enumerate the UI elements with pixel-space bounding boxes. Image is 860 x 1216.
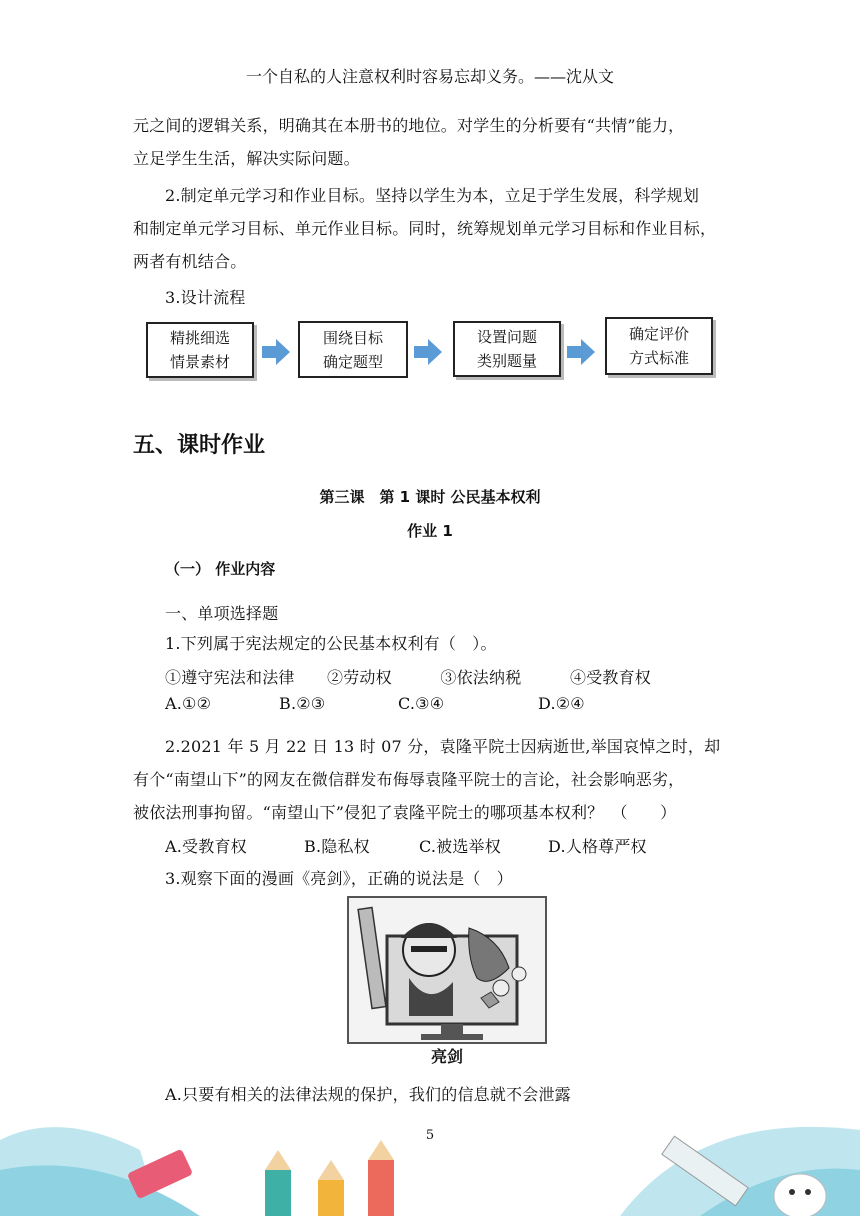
q1-stem: 1.下列属于宪法规定的公民基本权利有（ ）。 — [165, 634, 497, 653]
para2-line1: 2.制定单元学习和作业目标。坚持以学生为本，立足于学生发展，科学规划 — [165, 186, 700, 205]
cartoon-caption: 亮剑 — [430, 1047, 463, 1066]
flow-box-1-line2: 情景素材 — [169, 353, 230, 371]
flow-box-3-line1: 设置问题 — [476, 328, 537, 346]
flow-heading: 3.设计流程 — [165, 288, 246, 307]
header-quote: 一个自私的人注意权利时容易忘却义务。——沈从文 — [245, 67, 614, 86]
q2-line3: 被依法刑事拘留。“南望山下”侵犯了袁隆平院士的哪项基本权利？ （ ） — [133, 803, 677, 822]
flow-box-2-line1: 围绕目标 — [322, 328, 383, 347]
flow-box-2-line2: 确定题型 — [322, 352, 383, 371]
q1-option-a: A.①② — [165, 694, 212, 713]
pencil-icon — [265, 1140, 394, 1216]
cartoon-drawing — [349, 898, 545, 1042]
flow-box-1-line1: 精挑细选 — [169, 329, 230, 347]
flow-box-2 — [298, 321, 408, 378]
para1-line1: 元之间的逻辑关系，明确其在本册书的地位。对学生的分析要有“共情”能力， — [133, 116, 685, 135]
q1-option-c: C.③④ — [398, 694, 445, 713]
q2-option-a: A.受教育权 — [165, 837, 247, 856]
q2-line1: 2.2021 年 5 月 22 日 13 时 07 分，袁隆平院士因病逝世,举国哀悼之时，却 — [165, 737, 721, 756]
flow-arrow-2 — [414, 338, 442, 366]
content-heading: （一） 作业内容 — [165, 560, 276, 578]
para2-line2: 和制定单元学习目标、单元作业目标。同时，统筹规划单元学习目标和作业目标， — [133, 219, 717, 238]
homework-title: 作业 1 — [407, 522, 453, 540]
para1-line2: 立足学生生活，解决实际问题。 — [133, 149, 360, 168]
q2-option-b: B.隐私权 — [304, 837, 370, 856]
cartoon-image — [347, 896, 547, 1044]
q2-line2: 有个“南望山下”的网友在微信群发布侮辱袁隆平院士的言论，社会影响恶劣， — [133, 770, 685, 789]
flow-box-3-line2: 类别题量 — [476, 352, 537, 370]
flow-box-4-line1: 确定评价 — [628, 325, 689, 343]
q3-option-a: A.只要有相关的法律法规的保护，我们的信息就不会泄露 — [165, 1085, 571, 1104]
flow-box-4 — [605, 317, 713, 375]
flow-box-3 — [453, 321, 561, 377]
flow-arrow-1 — [262, 338, 290, 366]
question-type: 一、单项选择题 — [165, 604, 279, 623]
flow-box-4-line2: 方式标准 — [628, 349, 689, 367]
character-icon — [774, 1174, 826, 1216]
flow-arrow-3 — [567, 338, 595, 366]
q1-option-d: D.②④ — [538, 694, 585, 713]
q1-items: ①遵守宪法和法律 ②劳动权 ③依法纳税 ④受教育权 — [165, 668, 652, 687]
q3-stem: 3.观察下面的漫画《亮剑》，正确的说法是（ ） — [165, 869, 513, 888]
page-number: 5 — [425, 1128, 435, 1143]
section-title: 五、课时作业 — [133, 433, 266, 458]
q1-option-b: B.②③ — [279, 694, 326, 713]
flow-box-1 — [146, 322, 254, 378]
lesson-title: 第三课 第 1 课时 公民基本权利 — [319, 488, 541, 506]
para2-line3: 两者有机结合。 — [133, 252, 247, 271]
q2-option-d: D.人格尊严权 — [548, 837, 647, 856]
footer-decoration — [0, 1100, 860, 1216]
q2-option-c: C.被选举权 — [419, 837, 501, 856]
